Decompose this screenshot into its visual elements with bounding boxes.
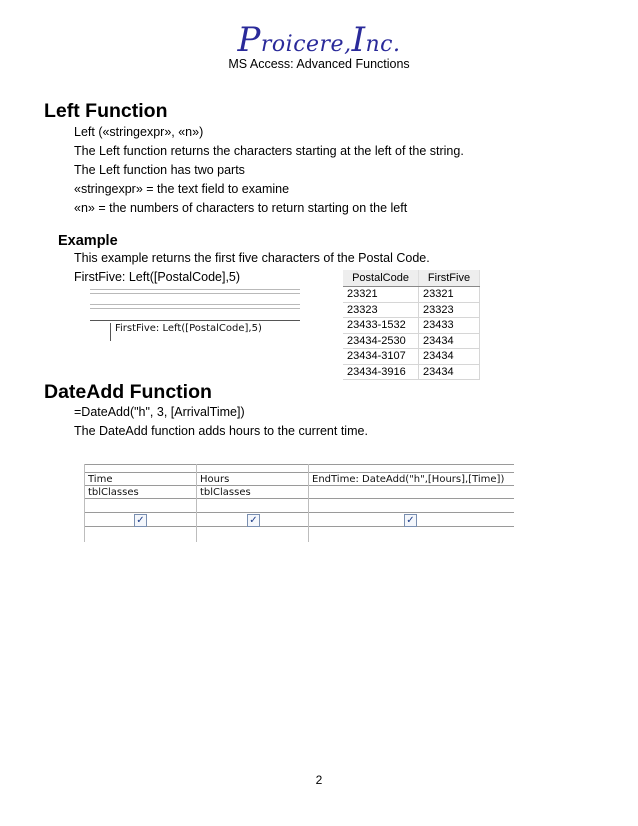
body-line: The Left function has two parts [74, 163, 245, 177]
table-cell: 23433 [419, 318, 480, 334]
grid-line [84, 512, 514, 513]
example-heading: Example [58, 233, 118, 249]
table-cell: 23321 [343, 287, 419, 303]
dateadd-query-grid [84, 464, 514, 542]
table-row [343, 287, 480, 303]
column-header: PostalCode [343, 270, 419, 287]
table-cell: 23434-3107 [343, 349, 419, 365]
company-logo: Proicere,Inc. [237, 20, 401, 60]
table-cell: 23434 [419, 364, 480, 380]
results-table [343, 270, 480, 380]
body-line: Left («stringexpr», «n») [74, 125, 204, 139]
table-cell: 23323 [343, 302, 419, 318]
grid-line [90, 304, 300, 305]
table-cell: 23323 [419, 302, 480, 318]
field-cell-endtime: EndTime: DateAdd("h",[Hours],[Time]) [312, 474, 505, 485]
grid-divider [196, 464, 197, 542]
grid-line [90, 320, 300, 321]
column-header: FirstFive [419, 270, 480, 287]
grid-line [84, 526, 514, 527]
table-cell: 23434 [419, 349, 480, 365]
body-line: «n» = the numbers of characters to return starting on the left [74, 201, 408, 215]
table-cell-hours: tblClasses [200, 487, 251, 498]
show-checkbox-endtime[interactable]: ✓ [404, 514, 417, 527]
field-cell-time: Time [88, 474, 113, 485]
body-line: The Left function returns the characters starting at the left of the string. [74, 144, 464, 158]
table-header-row [343, 270, 480, 287]
table-cell-time: tblClasses [88, 487, 139, 498]
left-function-heading: Left Function [44, 100, 168, 122]
grid-divider [110, 323, 111, 341]
show-checkbox-time[interactable]: ✓ [134, 514, 147, 527]
grid-divider [84, 464, 85, 542]
grid-line [84, 472, 514, 473]
grid-divider [308, 464, 309, 542]
grid-line [90, 289, 300, 290]
body-line: =DateAdd("h", 3, [ArrivalTime]) [74, 405, 245, 419]
table-row [343, 349, 480, 365]
page-number: 2 [315, 773, 323, 787]
grid-line [84, 464, 514, 465]
body-line: «stringexpr» = the text field to examine [74, 182, 290, 196]
body-line: The DateAdd function adds hours to the current time. [74, 424, 368, 438]
show-checkbox-hours[interactable]: ✓ [247, 514, 260, 527]
grid-line [84, 485, 514, 486]
grid-line [90, 293, 300, 294]
body-line: FirstFive: Left([PostalCode],5) [74, 270, 241, 284]
table-row [343, 364, 480, 380]
body-line: This example returns the first five characters of the Postal Code. [74, 251, 430, 265]
table-row [343, 318, 480, 334]
table-row [343, 333, 480, 349]
dateadd-function-heading: DateAdd Function [44, 381, 212, 403]
table-cell: 23434 [419, 333, 480, 349]
field-cell-hours: Hours [200, 474, 230, 485]
table-cell: 23321 [419, 287, 480, 303]
grid-line [84, 498, 514, 499]
table-cell: 23433-1532 [343, 318, 419, 334]
table-row [343, 302, 480, 318]
document-subtitle: MS Access: Advanced Functions [228, 57, 410, 71]
table-cell: 23434-2530 [343, 333, 419, 349]
table-cell: 23434-3916 [343, 364, 419, 380]
grid-line [90, 308, 300, 309]
query-grid-screenshot [90, 289, 300, 341]
query-field-cell: FirstFive: Left([PostalCode],5) [115, 323, 262, 334]
